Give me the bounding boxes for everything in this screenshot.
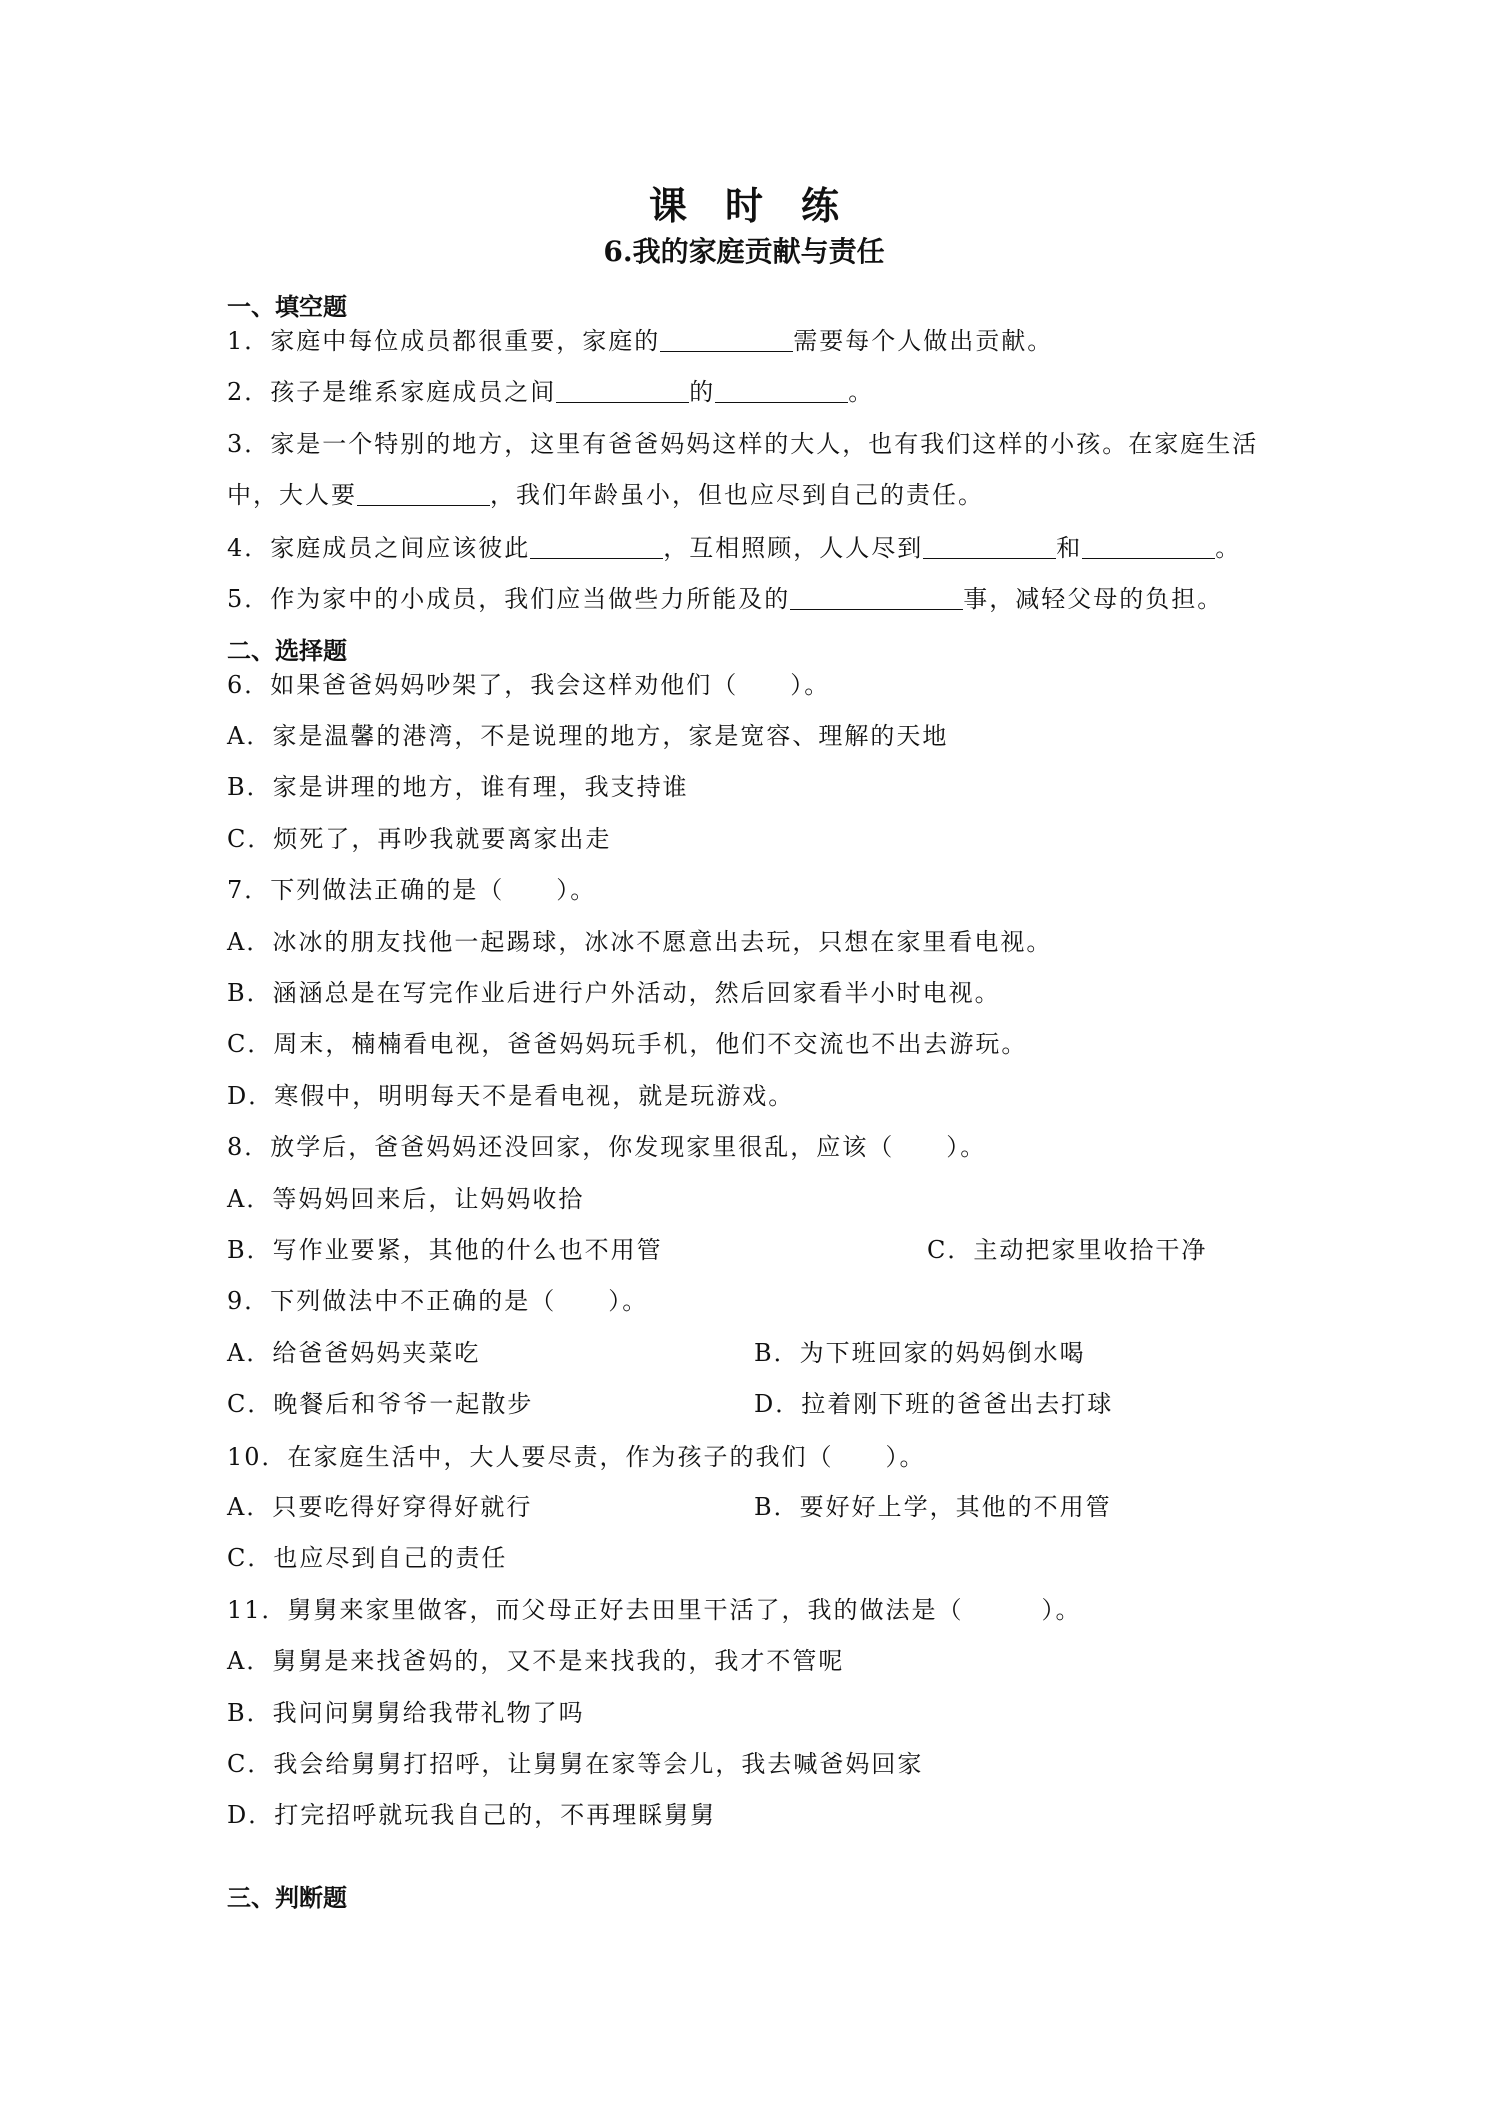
choice-option: B．写作业要紧，其他的什么也不用管 bbox=[227, 1236, 663, 1264]
choice-option: A．给爸爸妈妈夹菜吃 bbox=[227, 1339, 481, 1367]
choice-question-stem: 9．下列做法中不正确的是（ ）。 bbox=[227, 1287, 649, 1315]
choice-question-stem: 10．在家庭生活中，大人要尽责，作为孩子的我们（ ）。 bbox=[227, 1443, 926, 1471]
choice-option: B．我问问舅舅给我带礼物了吗 bbox=[227, 1699, 585, 1727]
choice-question-stem: 11．舅舅来家里做客，而父母正好去田里干活了，我的做法是（ ）。 bbox=[227, 1596, 1082, 1624]
choice-option: C．也应尽到自己的责任 bbox=[227, 1544, 508, 1572]
fill-question-3-line-1 bbox=[227, 428, 1258, 460]
choice-option: A．冰冰的朋友找他一起踢球，冰冰不愿意出去玩，只想在家里看电视。 bbox=[227, 928, 1053, 956]
choice-question-stem: 7．下列做法正确的是（ ）。 bbox=[227, 876, 597, 904]
choice-option: B．为下班回家的妈妈倒水喝 bbox=[754, 1339, 1086, 1367]
choice-option: C．周末，楠楠看电视，爸爸妈妈玩手机，他们不交流也不出去游玩。 bbox=[227, 1030, 1028, 1058]
question-text: 5．作为家中的小成员，我们应当做些力所能及的 bbox=[227, 585, 791, 613]
question-text: 2．孩子是维系家庭成员之间 bbox=[227, 378, 557, 406]
choice-option: B．涵涵总是在写完作业后进行户外活动，然后回家看半小时电视。 bbox=[227, 979, 1001, 1007]
fill-question-5 bbox=[227, 583, 1223, 615]
choice-question-stem: 8．放学后，爸爸妈妈还没回家，你发现家里很乱，应该（ ）。 bbox=[227, 1133, 987, 1161]
answer-blank bbox=[556, 380, 689, 403]
choice-option: B．家是讲理的地方，谁有理，我支持谁 bbox=[227, 773, 689, 801]
answer-blank bbox=[660, 329, 793, 352]
choice-option: A．舅舅是来找爸妈的，又不是来找我的，我才不管呢 bbox=[227, 1647, 845, 1675]
choice-option: D．寒假中，明明每天不是看电视，就是玩游戏。 bbox=[227, 1082, 795, 1110]
choice-option: B．要好好上学，其他的不用管 bbox=[754, 1493, 1112, 1521]
question-text: 需要每个人做出贡献。 bbox=[793, 327, 1054, 355]
choice-option: A．等妈妈回来后，让妈妈收拾 bbox=[227, 1185, 585, 1213]
answer-blank bbox=[357, 483, 490, 506]
question-text: ，互相照顾，人人尽到 bbox=[663, 534, 924, 562]
answer-blank bbox=[530, 536, 663, 559]
choice-option: D．拉着刚下班的爸爸出去打球 bbox=[754, 1390, 1114, 1418]
section-heading-choice: 二、选择题 bbox=[227, 637, 347, 665]
question-text: 4．家庭成员之间应该彼此 bbox=[227, 534, 531, 562]
choice-question-stem: 6．如果爸爸妈妈吵架了，我会这样劝他们（ ）。 bbox=[227, 671, 831, 699]
fill-question-2 bbox=[227, 376, 874, 408]
question-text: 1．家庭中每位成员都很重要，家庭的 bbox=[227, 327, 661, 355]
question-text: 3．家是一个特别的地方，这里有爸爸妈妈这样的大人，也有我们这样的小孩。在家庭生活 bbox=[227, 430, 1259, 458]
fill-question-4 bbox=[227, 532, 1241, 564]
question-text: 的 bbox=[689, 378, 716, 406]
choice-option: A．家是温馨的港湾，不是说理的地方，家是宽容、理解的天地 bbox=[227, 722, 949, 750]
section-heading-judge: 三、判断题 bbox=[227, 1884, 347, 1912]
question-text: 中，大人要 bbox=[227, 481, 357, 509]
answer-blank bbox=[1082, 536, 1215, 559]
question-text: ，我们年龄虽小，但也应尽到自己的责任。 bbox=[490, 481, 984, 509]
question-text: 事，减轻父母的负担。 bbox=[963, 585, 1224, 613]
page-title: 课 时 练 bbox=[648, 183, 839, 228]
choice-option: C．烦死了，再吵我就要离家出走 bbox=[227, 825, 612, 853]
choice-option: D．打完招呼就玩我自己的，不再理睬舅舅 bbox=[227, 1801, 717, 1829]
question-text: 和 bbox=[1056, 534, 1083, 562]
answer-blank bbox=[923, 536, 1056, 559]
fill-question-3-line-2 bbox=[227, 479, 984, 511]
question-text: 。 bbox=[1215, 534, 1242, 562]
choice-option: C．晚餐后和爷爷一起散步 bbox=[227, 1390, 534, 1418]
section-heading-fill-in: 一、填空题 bbox=[227, 293, 347, 321]
lesson-subtitle: 6.我的家庭贡献与责任 bbox=[603, 235, 885, 268]
question-text: 。 bbox=[848, 378, 875, 406]
choice-option: C．主动把家里收拾干净 bbox=[927, 1236, 1208, 1264]
answer-blank bbox=[790, 587, 963, 610]
choice-option: A．只要吃得好穿得好就行 bbox=[227, 1493, 533, 1521]
choice-option: C．我会给舅舅打招呼，让舅舅在家等会儿，我去喊爸妈回家 bbox=[227, 1750, 924, 1778]
fill-question-1 bbox=[227, 325, 1053, 357]
answer-blank bbox=[715, 380, 848, 403]
